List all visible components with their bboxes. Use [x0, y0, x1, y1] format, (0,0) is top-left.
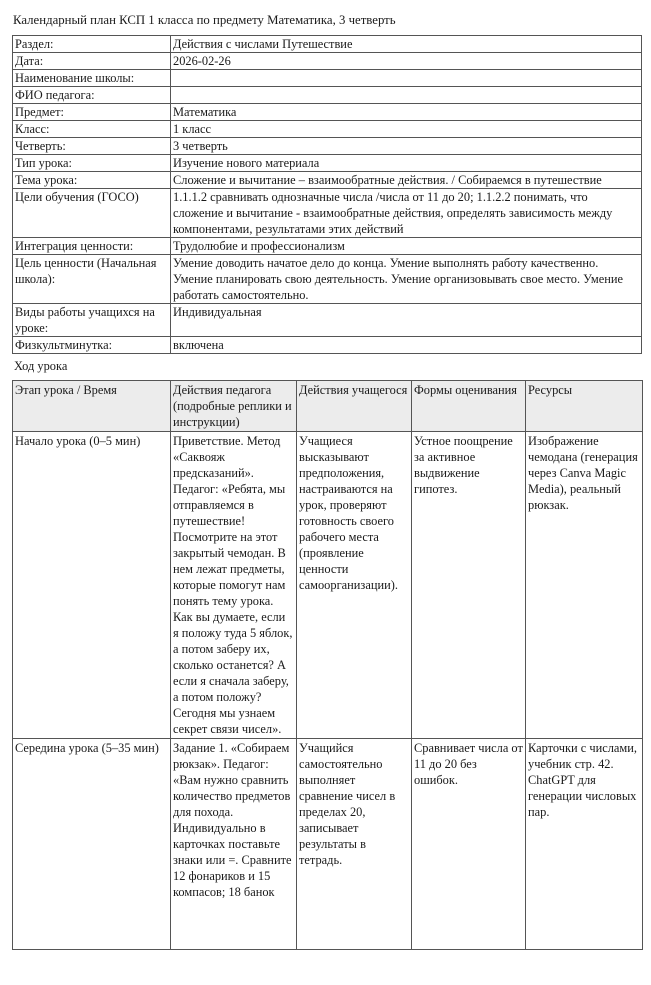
info-row	[13, 172, 642, 189]
info-row	[13, 337, 642, 354]
info-row	[13, 138, 642, 155]
stage-cell	[13, 739, 171, 950]
info-value: 1 класс	[171, 121, 642, 138]
info-key: Виды работы учащихся на уроке:	[13, 304, 171, 337]
info-value: 3 четверть	[171, 138, 642, 155]
info-key: ФИО педагога:	[13, 87, 171, 104]
assessment-cell: Устное поощрение за активное выдвижение гипотез.	[412, 432, 526, 739]
info-value: Изучение нового материала	[171, 155, 642, 172]
info-key: Цели обучения (ГОСО)	[13, 189, 171, 238]
info-value: Умение доводить начатое дело до конца. Умение выполнять работу качественно. Умение планировать свою деятельность. Умение организовывать свое место. Умение работать самостоятельно.	[171, 255, 642, 304]
info-row	[13, 36, 642, 53]
lesson-course-caption: Ход урока	[14, 359, 68, 373]
teacher-actions-text: Задание 1. «Собираем рюкзак». Педагог: «Вам нужно сравнить количество предметов для похода. Индивидуально в карточках поставьте знаки или =. Сравните 12 фонариков и 15 компасов; 18 банок	[173, 741, 292, 899]
info-row	[13, 53, 642, 70]
info-row	[13, 189, 642, 238]
info-value: включена	[171, 337, 642, 354]
column-header: Действия педагога (подробные реплики и инструкции)	[171, 381, 297, 432]
student-actions-cell: Учащиеся высказывают предположения, настраиваются на урок, проверяют готовность своего рабочего места (проявление ценности самоорганизации).	[297, 432, 412, 739]
info-value	[171, 70, 642, 87]
info-row	[13, 255, 642, 304]
info-value: 1.1.1.2 сравнивать однозначные числа /числа от 11 до 20; 1.1.2.2 понимать, что сложение и вычитание - взаимообратные действия, определять зависимость между компонентами, результатами этих действий	[171, 189, 642, 238]
info-value: Трудолюбие и профессионализм	[171, 238, 642, 255]
info-key: Раздел:	[13, 36, 171, 53]
lesson-row	[13, 739, 643, 950]
lesson-plan-table	[12, 380, 643, 950]
stage-text: Середина урока (5–35 мин)	[15, 741, 159, 755]
lesson-header-row	[13, 381, 643, 432]
lesson-row	[13, 432, 643, 739]
info-key: Тема урока:	[13, 172, 171, 189]
info-value	[171, 87, 642, 104]
info-row	[13, 155, 642, 172]
info-key: Предмет:	[13, 104, 171, 121]
info-key: Класс:	[13, 121, 171, 138]
info-key: Физкультминутка:	[13, 337, 171, 354]
info-key: Дата:	[13, 53, 171, 70]
info-row	[13, 87, 642, 104]
column-header: Ресурсы	[526, 381, 643, 432]
student-actions-cell	[297, 739, 412, 950]
info-row	[13, 70, 642, 87]
info-value: Индивидуальная	[171, 304, 642, 337]
info-row	[13, 238, 642, 255]
info-value: Действия с числами Путешествие	[171, 36, 642, 53]
resources-text: Карточки с числами, учебник стр. 42. ChatGPT для генерации числовых пар.	[528, 741, 637, 819]
info-value: Математика	[171, 104, 642, 121]
info-value: 2026-02-26	[171, 53, 642, 70]
info-key: Цель ценности (Начальная школа):	[13, 255, 171, 304]
info-row	[13, 304, 642, 337]
column-header: Действия учащегося	[297, 381, 412, 432]
student-actions-text: Учащийся самостоятельно выполняет сравнение чисел в пределах 20, записывает результаты в тетрадь.	[299, 741, 396, 867]
info-key: Тип урока:	[13, 155, 171, 172]
teacher-actions-cell	[171, 739, 297, 950]
info-key: Наименование школы:	[13, 70, 171, 87]
resources-cell: Изображение чемодана (генерация через Canva Magic Media), реальный рюкзак.	[526, 432, 643, 739]
column-header: Формы оценивания	[412, 381, 526, 432]
info-row	[13, 104, 642, 121]
assessment-text: Сравнивает числа от 11 до 20 без ошибок.	[414, 741, 523, 787]
resources-cell	[526, 739, 643, 950]
teacher-actions-cell: Приветствие. Метод «Саквояж предсказаний». Педагог: «Ребята, мы отправляемся в путешествие! Посмотрите на этот закрытый чемодан. В нем лежат предметы, которые помогут нам понять тему урока. Как вы думаете, если я положу туда 5 яблок, а потом заберу их, сколько останется? А если я сначала заберу, а потом положу? Сегодня мы узнаем секрет связи чисел».	[171, 432, 297, 739]
lesson-info-table	[12, 35, 642, 354]
page-title: Календарный план КСП 1 класса по предмету Математика, 3 четверть	[13, 13, 396, 27]
stage-cell: Начало урока (0–5 мин)	[13, 432, 171, 739]
column-header: Этап урока / Время	[13, 381, 171, 432]
info-value: Сложение и вычитание – взаимообратные действия. / Собираемся в путешествие	[171, 172, 642, 189]
assessment-cell	[412, 739, 526, 950]
info-key: Интеграция ценности:	[13, 238, 171, 255]
info-key: Четверть:	[13, 138, 171, 155]
info-row	[13, 121, 642, 138]
